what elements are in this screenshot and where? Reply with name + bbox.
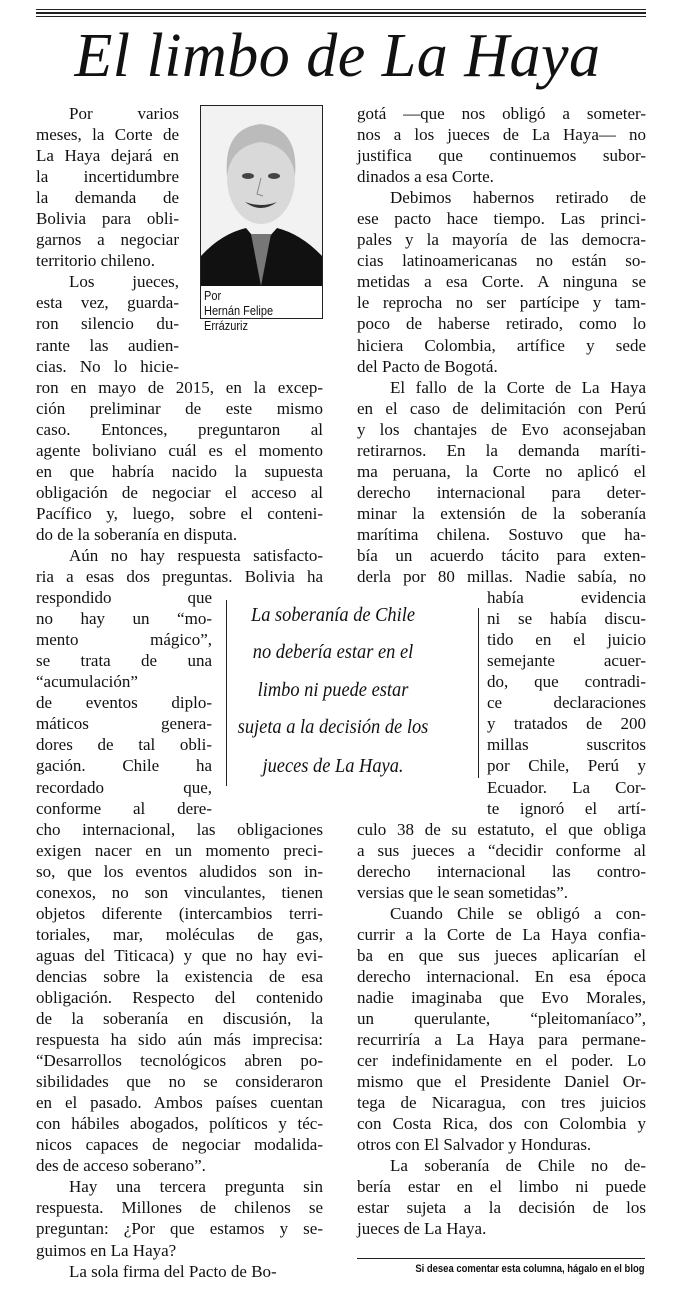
text-line: respuesta ha sido aún más imprecisa:	[36, 1030, 323, 1050]
text-line: tega de Nicaragua, con tres juicios	[357, 1093, 646, 1113]
text-line: del Pacto de Bogotá.	[357, 356, 498, 376]
pull-quote-line: limbo ni puede estar	[257, 679, 409, 701]
footer-rule	[357, 1258, 645, 1259]
text-line: dencias sobre la existencia de esa	[36, 966, 323, 986]
text-line: en el caso de delimitación con Perú	[357, 398, 646, 418]
paragraph	[357, 903, 646, 1156]
text-line: hiciera Colombia, artífice y sede	[357, 335, 646, 355]
text-line: derecho internacional para deter-	[357, 482, 646, 502]
text-line: guimos en La Haya?	[36, 1240, 177, 1260]
text-line: conforme al dere-	[36, 798, 212, 818]
text-line: territorio chileno.	[36, 251, 155, 271]
byline	[204, 289, 273, 334]
text-line: ese pacto hace tiempo. Las princi-	[357, 209, 646, 229]
text-line: jueces de La Haya.	[357, 1219, 487, 1239]
text-line: recordado que,	[36, 777, 212, 797]
text-line: dores de tal obli-	[36, 735, 212, 755]
text-line: La soberanía de Chile no de-	[390, 1156, 646, 1176]
blog-comment-note[interactable]: Si desea comentar esta columna, hágalo en el blog	[415, 1263, 645, 1275]
byline-prefix: Por	[204, 289, 222, 303]
text-line: aguas del Titicaca) y que no hay evi-	[36, 945, 323, 965]
text-line: ma peruana, la Corte no aplicó el	[357, 461, 646, 481]
text-line: otros con El Salvador y Honduras.	[357, 1135, 592, 1155]
text-line: ba en que sus jueces aplicarían el	[357, 945, 646, 965]
text-line: a sus jueces a “decidir conforme al	[357, 840, 646, 860]
text-line: “Desarrollos tecnológicos abren po-	[36, 1051, 323, 1071]
text-line: un querulante, “pleitomaníaco”,	[357, 1009, 646, 1029]
text-line: objetos diferente (intercambios terri-	[36, 903, 323, 923]
text-line: nadie imaginaba que Evo Morales,	[357, 987, 646, 1007]
text-line: Cuando Chile se obligó a con-	[390, 903, 646, 923]
text-line: derecho internacional las contro-	[357, 861, 646, 881]
text-line: des de acceso soberano”.	[36, 1156, 206, 1176]
pull-quote-line: sujeta a la decisión de los	[237, 716, 429, 738]
text-line: agente boliviano cuál es el momento	[36, 440, 323, 460]
text-line: do de la soberanía en disputa.	[36, 524, 238, 544]
text-line: garnos a negociar	[36, 230, 179, 250]
paragraph	[36, 1176, 323, 1260]
paragraph	[357, 1155, 646, 1239]
text-line: semejante acuer-	[487, 651, 646, 671]
text-line: Aún no hay respuesta satisfacto-	[69, 545, 323, 565]
text-line: cias. No lo hicie-	[36, 356, 179, 376]
text-line: había evidencia	[487, 588, 646, 608]
text-line: marítima chilena. Sostuvo que ha-	[357, 524, 646, 544]
text-line: estar sujeta a la decisión de los	[357, 1198, 646, 1218]
text-line: ria a esas dos preguntas. Bolivia ha	[36, 567, 323, 587]
text-line: la incertidumbre	[36, 167, 179, 187]
text-line: con Costa Rica, dos con Colombia y	[357, 1114, 646, 1134]
text-line: Los jueces,	[69, 272, 179, 292]
paragraph	[357, 103, 646, 187]
text-line: minar la extensión de la soberanía	[357, 503, 646, 523]
text-line: le reprocha no ser partícipe y tam-	[357, 293, 646, 313]
text-line: esta vez, guarda-	[36, 293, 179, 313]
author-photo	[201, 106, 322, 286]
text-line: conexos, no son vinculantes, tienen	[36, 882, 323, 902]
top-rule	[36, 16, 646, 17]
top-rule	[36, 9, 646, 10]
pull-quote-line: no debería estar en el	[252, 641, 414, 663]
text-line: culo 38 de su estatuto, el que obliga	[357, 819, 646, 839]
text-line: se trata de una	[36, 651, 212, 671]
text-line: ce declaraciones	[487, 693, 646, 713]
text-line: ron en mayo de 2015, en la excep-	[36, 377, 323, 397]
article-title: El limbo de La Haya	[74, 22, 601, 90]
text-line: sibilidades que no se consideraron	[36, 1072, 323, 1092]
text-line: de la soberanía en discusión, la	[36, 1009, 323, 1029]
text-line: pales y la mayoría de las democra-	[357, 230, 646, 250]
text-line: ción preliminar de este mismo	[36, 398, 323, 418]
text-line: cer indefinidamente en el poder. Lo	[357, 1051, 646, 1071]
text-line: justifica que continuemos subor-	[357, 146, 646, 166]
text-line: metidas a esa Corte. A ninguna se	[357, 272, 646, 292]
text-line: do, que contradi-	[487, 672, 646, 692]
text-line: obligación de negociar el acceso al	[36, 482, 323, 502]
text-line: máticos genera-	[36, 714, 212, 734]
text-line: cho internacional, las obligaciones	[36, 819, 323, 839]
text-line: y tratados de 200	[487, 714, 646, 734]
text-line: caso. Entonces, preguntaron al	[36, 419, 323, 439]
pull-quote-line: La soberanía de Chile	[250, 604, 416, 626]
text-line: toriales, mar, moléculas de gas,	[36, 924, 323, 944]
text-line: La sola firma del Pacto de Bo-	[69, 1261, 277, 1281]
paragraph	[36, 1261, 323, 1282]
text-line: con hábiles abogados, políticos y téc-	[36, 1114, 323, 1134]
text-line: te ignoró el artí-	[487, 798, 646, 818]
text-line: millas suscritos	[487, 735, 646, 755]
text-line: La Haya dejará en	[36, 146, 179, 166]
pull-quote-line: jueces de La Haya.	[262, 755, 404, 777]
pull-quote-border	[226, 600, 227, 786]
text-line: Debimos habernos retirado de	[390, 188, 646, 208]
text-line: no hay un “mo-	[36, 609, 212, 629]
text-line: currir a la Corte de La Haya confia-	[357, 924, 646, 944]
text-line: Por varios	[69, 104, 179, 123]
text-line: gotá —que nos obligó a someter-	[357, 104, 646, 123]
text-line: de eventos diplo-	[36, 693, 212, 713]
text-line: Ecuador. La Cor-	[487, 777, 646, 797]
text-line: rante las audien-	[36, 335, 179, 355]
text-line: nicos capaces de negociar modalida-	[36, 1135, 323, 1155]
text-line: y los chantajes de Evo aconsejaban	[357, 419, 646, 439]
text-line: recurriría a La Haya para permane-	[357, 1030, 646, 1050]
text-line: derla por 80 millas. Nadie sabía, no	[357, 567, 646, 587]
text-line: Bolivia para obli-	[36, 209, 179, 229]
text-line: bía un acuerdo tácito para exten-	[357, 545, 646, 565]
pull-quote	[226, 596, 478, 786]
text-line: en que habría nacido la supuesta	[36, 461, 323, 481]
text-line: tido en el juicio	[487, 630, 646, 650]
author-name: Errázuriz	[204, 319, 249, 333]
text-line: dinados a esa Corte.	[357, 167, 494, 187]
text-line: la demanda de	[36, 188, 179, 208]
text-line: por Chile, Perú y	[487, 756, 646, 776]
text-line: “acumulación”	[36, 672, 138, 692]
pull-quote-border	[478, 608, 479, 778]
author-name: Hernán Felipe	[204, 304, 274, 318]
text-line: mento mágico”,	[36, 630, 212, 650]
text-line: respuesta. Millones de chilenos se	[36, 1198, 323, 1218]
text-line: derecho internacional. En esa época	[357, 966, 646, 986]
text-line: El fallo de la Corte de La Haya	[390, 377, 646, 397]
text-line: poco de haberse retirado, como lo	[357, 314, 646, 334]
text-line: en el pasado. Ambos países cuentan	[36, 1093, 323, 1113]
text-line: so, que los eventos aludidos son in-	[36, 861, 323, 881]
text-line: Pacífico y, luego, sobre el conteni-	[36, 503, 323, 523]
text-line: nos a los jueces de La Haya— no	[357, 125, 646, 145]
text-line: versias que le sean sometidas”.	[357, 882, 569, 902]
text-line: respondido que	[36, 588, 212, 608]
text-line: ni se había discu-	[487, 609, 646, 629]
text-line: gación. Chile ha	[36, 756, 212, 776]
author-photo-box	[200, 105, 323, 333]
text-line: exigen nacer en un momento preci-	[36, 840, 323, 860]
text-line: preguntan: ¿Por que estamos y se-	[36, 1219, 323, 1239]
paragraph	[357, 187, 646, 376]
text-line: meses, la Corte de	[36, 125, 179, 145]
text-line: retirarnos. En la demanda maríti-	[357, 440, 646, 460]
text-line: ron silencio du-	[36, 314, 179, 334]
text-line: Hay una tercera pregunta sin	[69, 1177, 323, 1197]
text-line: bería estar en el limbo ni puede	[357, 1177, 646, 1197]
text-line: mismo que el Presidente Daniel Or-	[357, 1072, 646, 1092]
text-line: cias latinoamericanas no están so-	[357, 251, 646, 271]
top-rule	[36, 12, 646, 14]
text-line: obligación. Respecto del contenido	[36, 987, 323, 1007]
